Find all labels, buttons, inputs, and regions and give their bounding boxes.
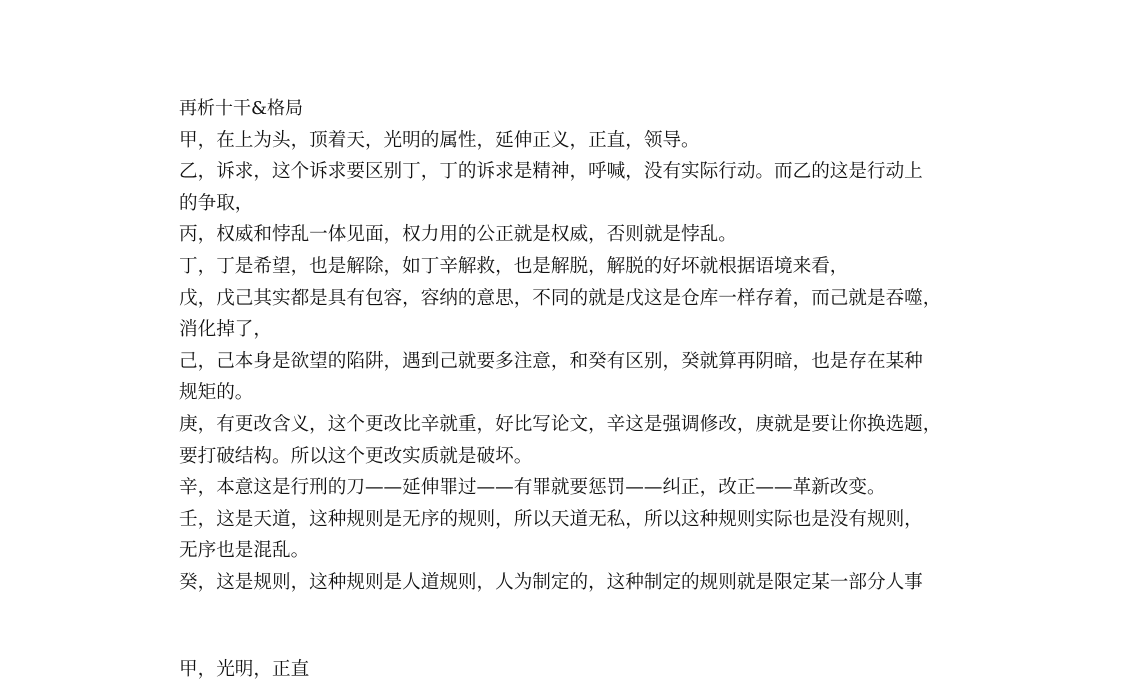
text-line: 要打破结构。所以这个更改实质就是破坏。: [179, 445, 533, 467]
text-line: 庚，有更改含义，这个更改比辛就重，好比写论文，辛这是强调修改，庚就是要让你换选题，: [179, 413, 942, 435]
text-line: 消化掉了，: [179, 319, 272, 341]
text-line: 壬，这是天道，这种规则是无序的规则，所以天道无私，所以这种规则实际也是没有规则，: [179, 508, 923, 530]
text-line: 癸，这是规则，这种规则是人道规则，人为制定的，这种制定的规则就是限定某一部分人事: [179, 571, 923, 593]
text-line: 甲，在上为头，顶着天，光明的属性，延伸正义，正直，领导。: [179, 129, 700, 151]
document-body: [179, 93, 1019, 599]
text-line: 辛，本意这是行刑的刀——延伸罪过——有罪就要惩罚——纠正，改正——革新改变。: [179, 477, 886, 499]
text-line: 丙，权威和悖乱一体见面，权力用的公正就是权威，否则就是悖乱。: [179, 224, 737, 246]
next-page-partial-line: 甲，光明，正直: [179, 659, 310, 680]
text-line: 无序也是混乱。: [179, 540, 310, 562]
text-line: 丁，丁是希望，也是解除，如丁辛解救，也是解脱，解脱的好坏就根据语境来看，: [179, 255, 849, 277]
text-line: 戊，戊己其实都是具有包容，容纳的意思，不同的就是戊这是仓库一样存着，而己就是吞噬，: [179, 287, 942, 309]
text-line: 规矩的。: [179, 382, 254, 404]
text-line: 乙，诉求，这个诉求要区别丁，丁的诉求是精神，呼喊，没有实际行动。而乙的这是行动上: [179, 161, 923, 183]
text-line: 的争取，: [179, 192, 254, 214]
text-line: 己，己本身是欲望的陷阱，遇到己就要多注意，和癸有区别，癸就算再阴暗，也是存在某种: [179, 350, 923, 372]
document-title: 再析十干&格局: [179, 98, 304, 119]
